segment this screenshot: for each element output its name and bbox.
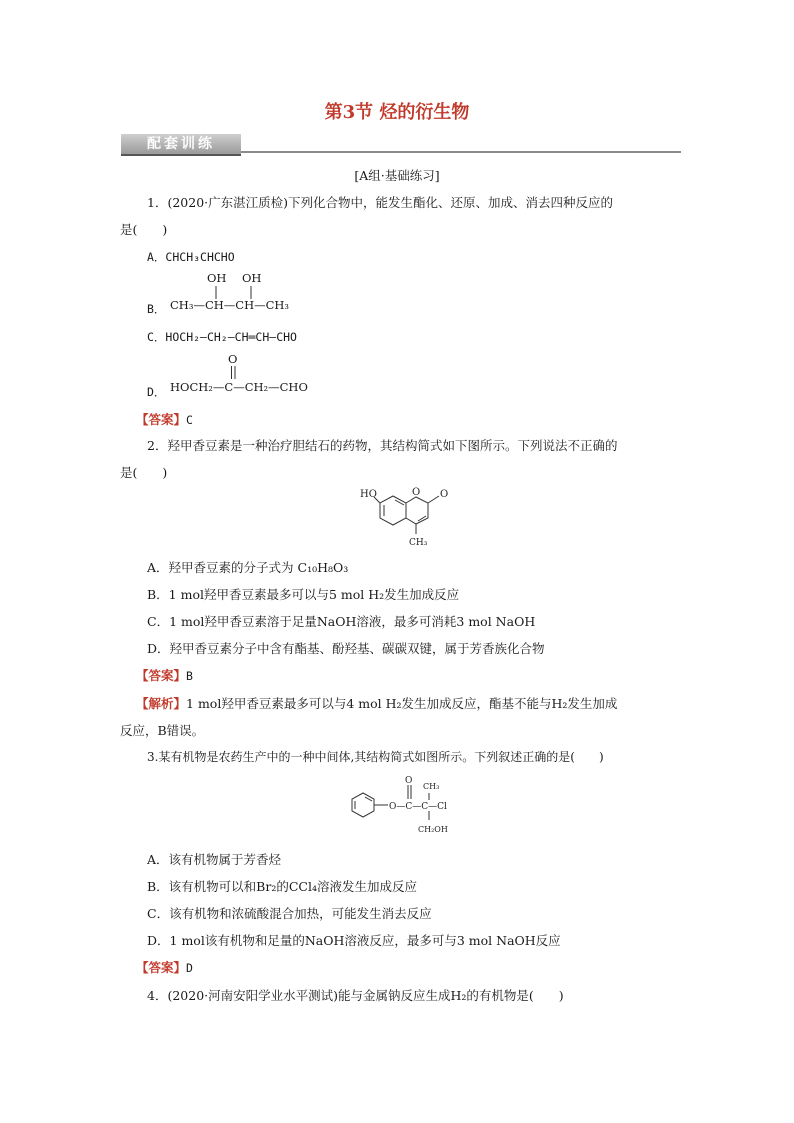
q2-struct-ho: HO	[360, 489, 377, 500]
q1-option-d-label: D．	[147, 385, 166, 399]
page-title: 第3节 烃的衍生物	[324, 102, 470, 123]
q3-answer-value: D	[186, 961, 193, 975]
q3-option-d: D．1 mol该有机物和足量的NaOH溶液反应，最多可与3 mol NaOH反应	[147, 933, 561, 948]
q3-struct-ch2oh: CH₂OH	[418, 825, 448, 834]
q1-b-chain: CH₃—CH—CH—CH₃	[170, 298, 290, 312]
q2-option-a: A．羟甲香豆素的分子式为 C₁₀H₈O₃	[147, 560, 349, 575]
q2-analysis-label: 【解析】	[136, 696, 187, 711]
q3-struct-ch3: CH₃	[423, 782, 440, 791]
q2-stem-line2: 是( )	[120, 465, 168, 480]
q1-option-c: C．HOCH₂—CH₂—CH═CH—CHO	[147, 330, 297, 344]
q3-option-c: C．该有机物和浓硫酸混合加热，可能发生消去反应	[147, 906, 432, 921]
q1-stem-line1: 1．(2020·广东湛江质检)下列化合物中，能发生酯化、还原、加成、消去四种反应的	[147, 195, 613, 210]
q3-answer	[136, 958, 193, 976]
q1-d-chain: HOCH₂—C—CH₂—CHO	[170, 380, 308, 394]
q2-analysis	[136, 694, 617, 712]
q3-struct-carbonyl-o: O	[405, 776, 413, 786]
q2-analysis-line1: 1 mol羟甲香豆素最多可以与4 mol H₂发生加成反应，酯基不能与H₂发生加成	[186, 696, 618, 711]
q1-d-carbonyl-o: O	[228, 352, 238, 366]
q2-struct-ch3: CH₃	[409, 538, 428, 548]
q1-b-oh-right: OH	[242, 271, 262, 285]
q1-option-b-label: B．	[147, 302, 166, 316]
q2-option-d: D．羟甲香豆素分子中含有酯基、酚羟基、碳碳双键，属于芳香族化合物	[147, 641, 545, 656]
q1-option-a: A．CHCH₃CHCHO	[147, 250, 235, 264]
q3-option-a: A．该有机物属于芳香烃	[147, 852, 282, 867]
q1-stem-line2: 是( )	[120, 222, 168, 237]
q2-answer-value: B	[186, 669, 193, 683]
banner-rule	[241, 151, 681, 153]
q3-answer-label: 【答案】	[136, 960, 187, 975]
q1-d-double-bond	[228, 366, 240, 380]
q1-answer-label: 【答案】	[136, 412, 187, 427]
q2-option-b: B．1 mol羟甲香豆素最多可以与5 mol H₂发生加成反应	[147, 587, 460, 602]
q2-stem-line1: 2．羟甲香豆素是一种治疗胆结石的药物，其结构简式如下图所示。下列说法不正确的	[147, 438, 618, 453]
group-heading: [A组·基础练习]	[354, 168, 440, 183]
q1-answer-value: C	[186, 413, 193, 427]
q2-struct-carbonyl-o: O	[440, 489, 449, 500]
q2-option-c: C．1 mol羟甲香豆素溶于足量NaOH溶液，最多可消耗3 mol NaOH	[147, 614, 536, 629]
q2-analysis-line2: 反应，B错误。	[120, 723, 205, 738]
q2-answer-label: 【答案】	[136, 668, 187, 683]
q3-stem-line1: 3.某有机物是农药生产中的一种中间体,其结构简式如图所示。下列叙述正确的是( )	[147, 750, 604, 764]
q3-ester-structure	[348, 770, 478, 840]
q2-answer	[136, 666, 193, 684]
q2-struct-ring-o: O	[412, 487, 421, 498]
q2-coumarin-structure	[360, 482, 470, 550]
q3-struct-chain: O—C—C—Cl	[389, 802, 447, 812]
q1-answer	[136, 410, 193, 428]
q3-option-b: B．该有机物可以和Br₂的CCl₄溶液发生加成反应	[147, 879, 417, 894]
q4-stem-line1: 4．(2020·河南安阳学业水平测试)能与金属钠反应生成H₂的有机物是( )	[147, 988, 564, 1003]
q1-b-oh-left: OH	[207, 271, 227, 285]
section-banner: 配套训练	[121, 134, 241, 156]
